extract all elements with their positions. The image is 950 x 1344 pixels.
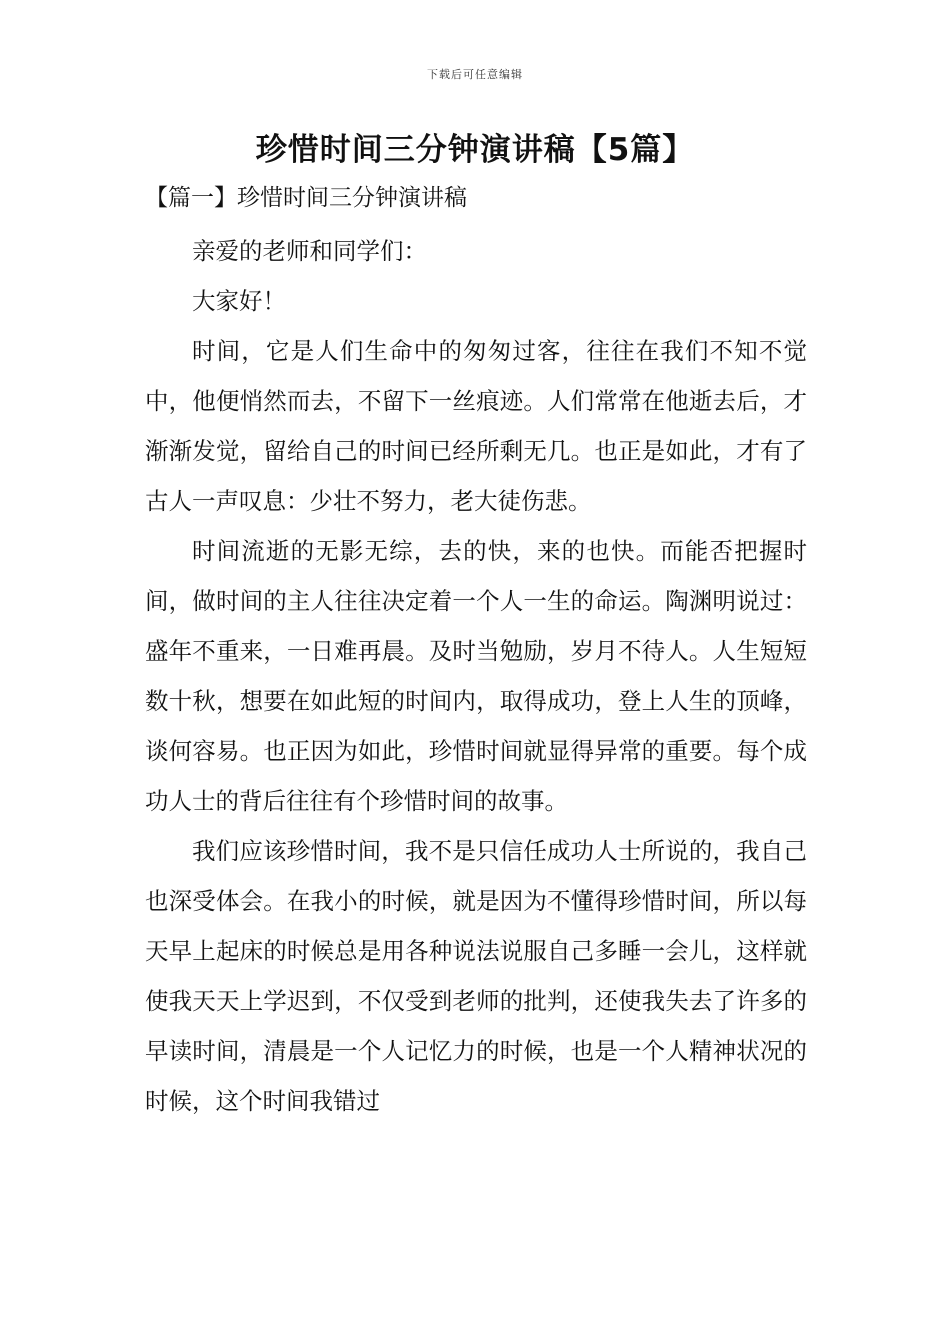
paragraph-greeting: 亲爱的老师和同学们：	[192, 237, 427, 265]
paragraph: 时间，它是人们生命中的匆匆过客，往往在我们不知不觉中，他便悄然而去，不留下一丝痕迹。人们常常在他逝去后，才渐渐发觉，留给自己的时间已经所剩无几。也正是如此，才有了古人一声叹息：少壮不努力，老大徒伤悲。	[145, 337, 807, 515]
paragraph: 我们应该珍惜时间，我不是只信任成功人士所说的，我自己也深受体会。在我小的时候，就是因为不懂得珍惜时间，所以每天早上起床的时候总是用各种说法说服自己多睡一会儿，这样就使我天天上学迟到，不仅受到老师的批判，还使我失去了许多的早读时间，清晨是一个人记忆力的时候，也是一个人精神状况的时候，这个时间我错过	[145, 837, 807, 1115]
paragraph: 时间流逝的无影无综，去的快，来的也快。而能否把握时间，做时间的主人往往决定着一个人一生的命运。陶渊明说过：盛年不重来，一日难再晨。及时当勉励，岁月不待人。人生短短数十秋，想要在如此短的时间内，取得成功，登上人生的顶峰，谈何容易。也正因为如此，珍惜时间就显得异常的重要。每个成功人士的背后往往有个珍惜时间的故事。	[145, 537, 807, 815]
body-text	[145, 226, 807, 1126]
page-title: 珍惜时间三分钟演讲稿【5篇】	[255, 132, 695, 168]
paragraph-hello: 大家好！	[192, 287, 286, 315]
section-heading: 【篇一】珍惜时间三分钟演讲稿	[145, 185, 467, 211]
header-note: 下载后可任意编辑	[427, 68, 523, 81]
